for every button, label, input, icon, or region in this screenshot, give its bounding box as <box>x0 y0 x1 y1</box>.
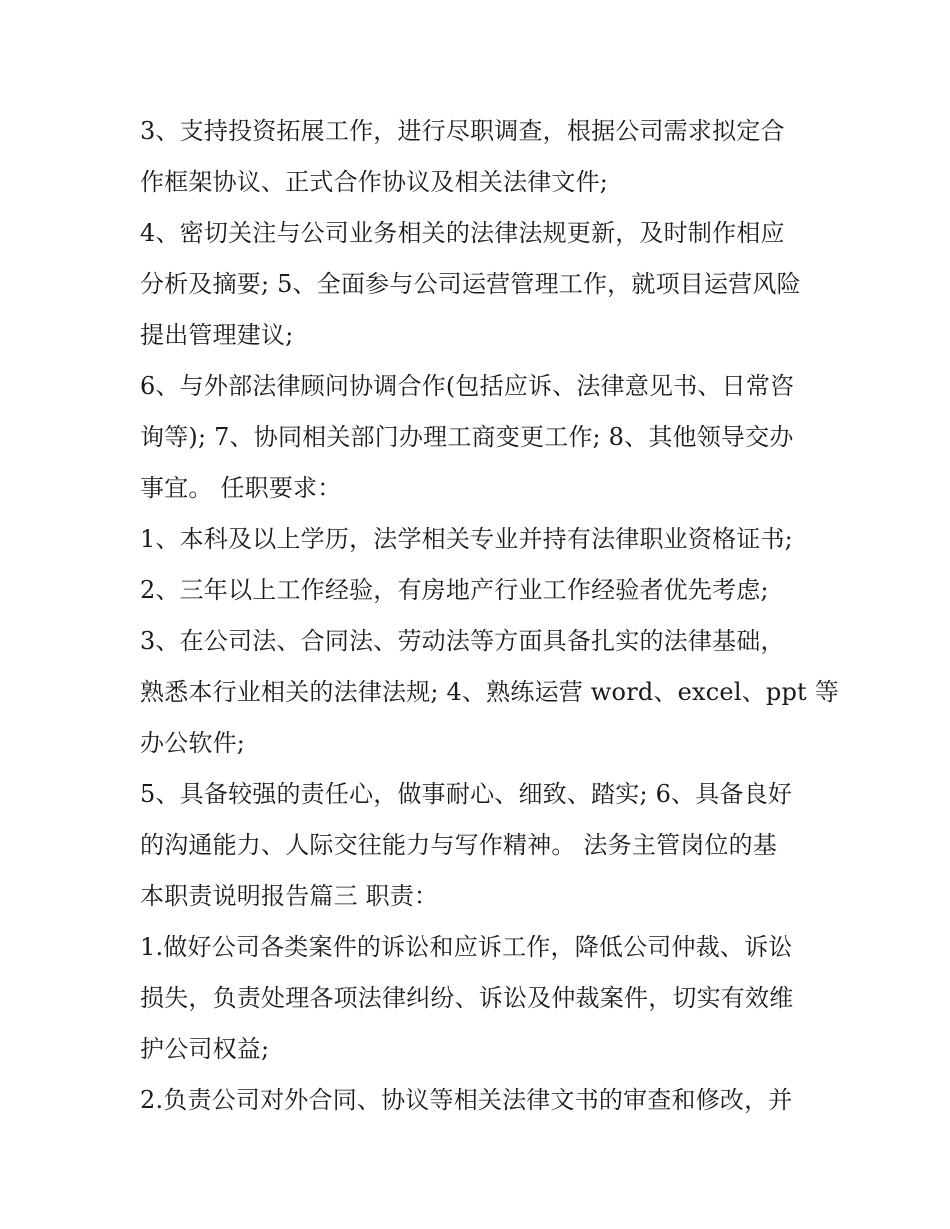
text-line: 1.做好公司各类案件的诉讼和应诉工作，降低公司仲裁、诉讼 <box>140 933 793 961</box>
document-body <box>140 106 839 1126</box>
text-line: 本职责说明报告篇三 职责： <box>140 882 439 910</box>
text-line: 2.负责公司对外合同、协议等相关法律文书的审查和修改，并 <box>140 1086 793 1114</box>
text-line: 的沟通能力、人际交往能力与写作精神。 法务主管岗位的基 <box>140 831 778 859</box>
text-line: 熟悉本行业相关的法律法规; 4、熟练运营 word、excel、ppt 等 <box>140 678 839 706</box>
text-line: 4、密切关注与公司业务相关的法律法规更新，及时制作相应 <box>140 219 785 247</box>
text-line: 1、本科及以上学历，法学相关专业并持有法律职业资格证书; <box>140 525 793 553</box>
text-line: 3、支持投资拓展工作，进行尽职调查，根据公司需求拟定合 <box>140 117 785 145</box>
text-line: 事宜。 任职要求： <box>140 474 342 502</box>
text-line: 作框架协议、正式合作协议及相关法律文件; <box>140 168 609 196</box>
text-line: 3、在公司法、合同法、劳动法等方面具备扎实的法律基础， <box>140 627 785 655</box>
text-line: 办公软件; <box>140 729 246 757</box>
text-line: 5、具备较强的责任心，做事耐心、细致、踏实; 6、具备良好 <box>140 780 793 808</box>
text-line: 损失，负责处理各项法律纠纷、诉讼及仲裁案件，切实有效维 <box>140 984 794 1012</box>
text-line: 6、与外部法律顾问协调合作(包括应诉、法律意见书、日常咨 <box>140 372 795 400</box>
text-line: 2、三年以上工作经验，有房地产行业工作经验者优先考虑; <box>140 576 769 604</box>
text-line: 护公司权益; <box>140 1035 270 1063</box>
text-line: 询等); 7、协同相关部门办理工商变更工作; 8、其他领导交办 <box>140 423 794 451</box>
text-line: 分析及摘要; 5、全面参与公司运营管理工作，就项目运营风险 <box>140 270 801 298</box>
text-line: 提出管理建议; <box>140 321 294 349</box>
